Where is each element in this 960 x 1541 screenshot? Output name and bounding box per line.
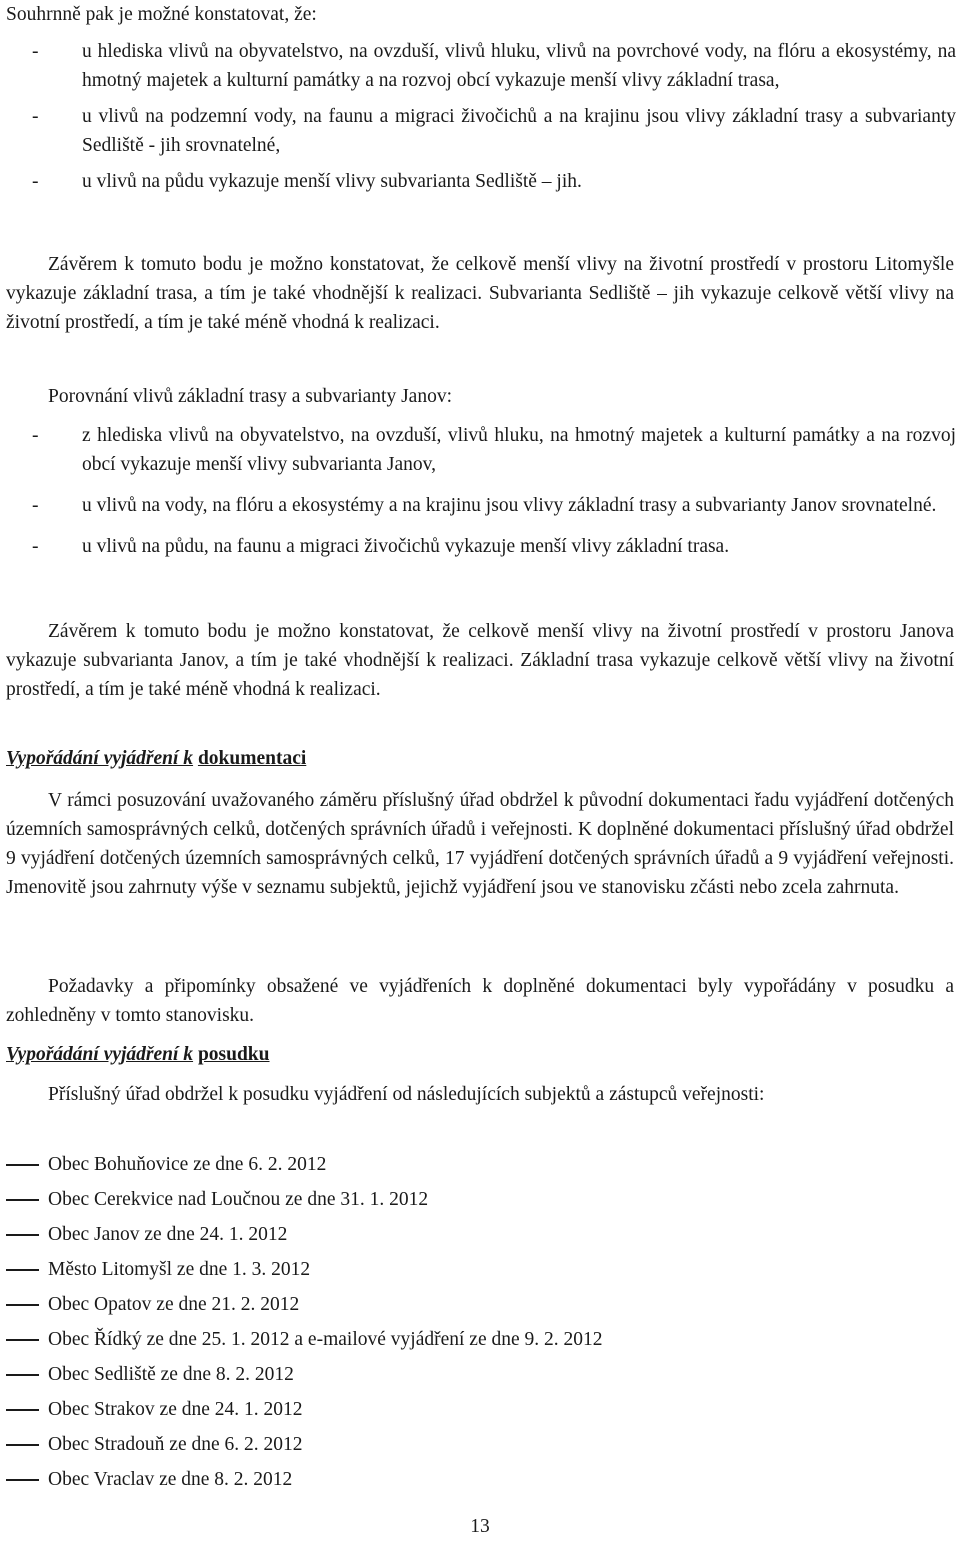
list-vlivy-janov xyxy=(32,421,956,561)
list-item: - u vlivů na půdu, na faunu a migraci živočichů vykazuje menší vlivy základní trasa. xyxy=(32,532,956,561)
dash-bullet-icon xyxy=(6,1444,39,1446)
list-item: - u vlivů na vody, na flóru a ekosystémy a na krajinu jsou vlivy základní trasy a subvarianty Janov srovnatelné. xyxy=(32,491,956,520)
dash-marker: - xyxy=(32,495,39,516)
list-item: Obec Vraclav ze dne 8. 2. 2012 xyxy=(6,1465,954,1500)
list-item: Obec Sedliště ze dne 8. 2. 2012 xyxy=(6,1360,954,1395)
list-item: Obec Janov ze dne 24. 1. 2012 xyxy=(6,1220,954,1255)
list-item: Obec Stradouň ze dne 6. 2. 2012 xyxy=(6,1430,954,1465)
heading-vyporadani-posudek: Vypořádání vyjádření k posudku xyxy=(6,1044,270,1065)
dash-bullet-icon xyxy=(6,1269,39,1271)
dash-bullet-icon xyxy=(6,1374,39,1376)
paragraph-zaver-janov: Závěrem k tomuto bodu je možno konstatovat, že celkově menší vlivy na životní prostředí v prostoru Janova vykazuje subvarianta Janov, a tím je také vhodnější k realizaci. Základní trasa vykazuje celkově větší vlivy na životní prostředí, a tím je také méně vhodná k realizaci. xyxy=(6,621,954,700)
dash-marker: - xyxy=(32,106,39,127)
intro-text: Souhrnně pak je možné konstatovat, že: xyxy=(6,4,317,25)
dash-bullet-icon xyxy=(6,1339,39,1341)
dash-bullet-icon xyxy=(6,1164,39,1166)
dash-bullet-icon xyxy=(6,1199,39,1201)
list-item: - u vlivů na půdu vykazuje menší vlivy subvarianta Sedliště – jih. xyxy=(32,167,956,196)
list-item: Obec Řídký ze dne 25. 1. 2012 a e-mailové vyjádření ze dne 9. 2. 2012 xyxy=(6,1325,954,1360)
dash-bullet-icon xyxy=(6,1234,39,1236)
list-item: Obec Strakov ze dne 24. 1. 2012 xyxy=(6,1395,954,1430)
dash-marker: - xyxy=(32,536,39,557)
paragraph-dokumentace: V rámci posuzování uvažovaného záměru příslušný úřad obdržel k původní dokumentaci řadu vyjádření dotčených územních samosprávných celků, dotčených správních úřadů i veřejnosti. K doplněné dokumentaci příslušný úřad obdržel 9 vyjádření dotčených územních samosprávných celků, 17 vyjádření dotčených správních úřadů a 9 vyjádření veřejnosti. Jmenovitě jsou zahrnuty výše v seznamu subjektů, jejichž vyjádření jsou ve stanovisku zčásti nebo zcela zahrnuta. xyxy=(6,790,954,898)
paragraph-posudek: Příslušný úřad obdržel k posudku vyjádření od následujících subjektů a zástupců veřejnosti: xyxy=(48,1084,765,1105)
dash-marker: - xyxy=(32,41,39,62)
list-item: Obec Bohuňovice ze dne 6. 2. 2012 xyxy=(6,1150,954,1185)
comparison-title: Porovnání vlivů základní trasy a subvarianty Janov: xyxy=(48,386,452,407)
list-item: Obec Cerekvice nad Loučnou ze dne 31. 1. 2012 xyxy=(6,1185,954,1220)
page-number: 13 xyxy=(470,1516,490,1537)
heading-vyporadani-dokumentace: Vypořádání vyjádření k dokumentaci xyxy=(6,748,307,769)
dash-marker: - xyxy=(32,171,39,192)
list-item: Obec Opatov ze dne 21. 2. 2012 xyxy=(6,1290,954,1325)
list-item: - u vlivů na podzemní vody, na faunu a migraci živočichů a na krajinu jsou vlivy základní trasy a subvarianty Sedliště - jih srovnatelné, xyxy=(32,102,956,160)
list-item: - u hlediska vlivů na obyvatelstvo, na ovzduší, vlivů hluku, vlivů na povrchové vody, na flóru a ekosystémy, na hmotný majetek a kulturní památky a na rozvoj obcí vykazuje menší vlivy základní trasa, xyxy=(32,37,956,95)
list-vlivy-litomysl xyxy=(32,37,956,196)
dash-bullet-icon xyxy=(6,1479,39,1481)
list-item: - z hlediska vlivů na obyvatelstvo, na ovzduší, vlivů hluku, na hmotný majetek a kulturní památky a na rozvoj obcí vykazuje menší vlivy subvarianta Janov, xyxy=(32,421,956,479)
dash-bullet-icon xyxy=(6,1304,39,1306)
dash-marker: - xyxy=(32,425,39,446)
dash-bullet-icon xyxy=(6,1409,39,1411)
list-item: Město Litomyšl ze dne 1. 3. 2012 xyxy=(6,1255,954,1290)
paragraph-zaver-litomysl: Závěrem k tomuto bodu je možno konstatovat, že celkově menší vlivy na životní prostředí v prostoru Litomyšle vykazuje základní trasa, a tím je také vhodnější k realizaci. Subvarianta Sedliště – jih vykazuje celkově větší vlivy na životní prostředí, a tím je také méně vhodná k realizaci. xyxy=(6,254,954,333)
paragraph-pozadavky: Požadavky a připomínky obsažené ve vyjádřeních k doplněné dokumentaci byly vypořádány v posudku a zohledněny v tomto stanovisku. xyxy=(6,976,954,1026)
subjects-list xyxy=(6,1150,954,1500)
